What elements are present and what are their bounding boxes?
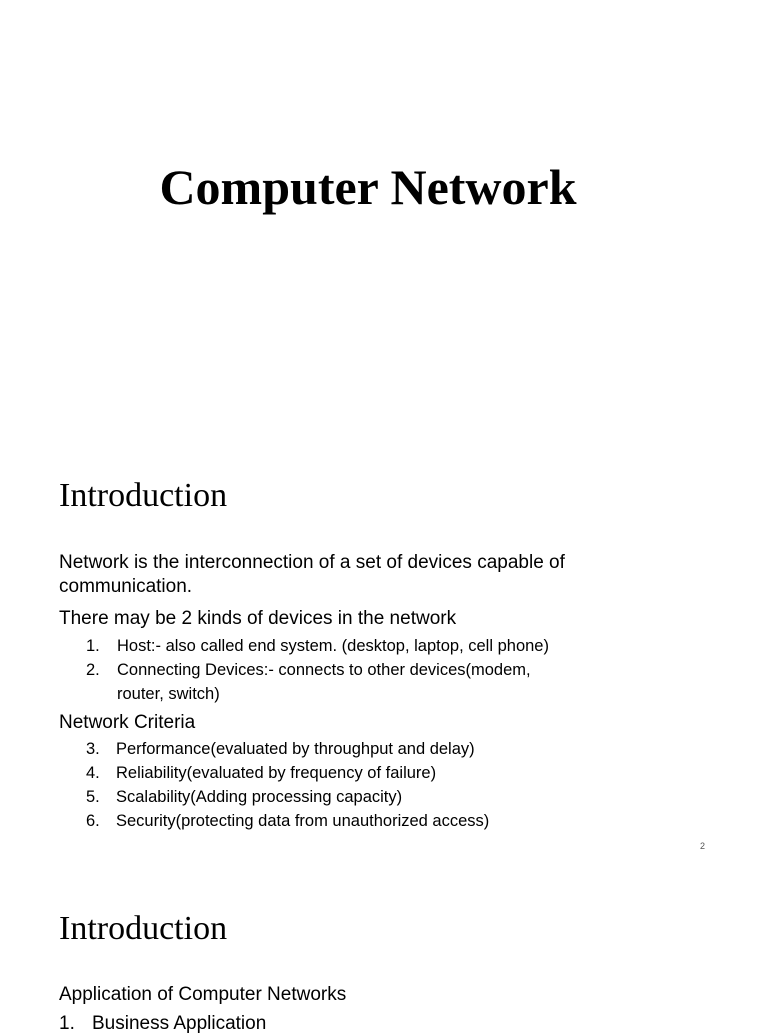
list-item [86,634,606,658]
list-text: Security(protecting data from unauthorized access) [116,812,490,830]
list-number: 4. [86,764,100,782]
list-text: Connecting Devices:- connects to other devices(modem, router, switch) [117,661,531,703]
list-text: Performance(evaluated by throughput and delay) [116,740,475,758]
list-item [86,809,606,833]
list-item [86,737,606,761]
list-text: Reliability(evaluated by frequency of failure) [116,764,437,782]
list-item [59,1012,579,1036]
list-number: 3. [86,740,100,758]
section-heading: Introduction [59,477,228,514]
network-criteria-list [86,737,606,833]
list-number: 1. [59,1013,75,1034]
device-kinds-list [86,634,606,706]
list-number: 1. [86,637,100,655]
page-number: 2 [700,841,706,851]
list-item [86,658,606,706]
slide-title: Computer Network [159,159,577,215]
list-text: Host:- also called end system. (desktop, laptop, cell phone) [117,637,549,655]
applications-subheading: Application of Computer Networks [59,984,347,1005]
list-text: Scalability(Adding processing capacity) [116,788,403,806]
list-item [86,785,606,809]
list-number: 6. [86,812,100,830]
section-heading: Introduction [59,910,228,947]
list-number: 5. [86,788,100,806]
network-definition: Network is the interconnection of a set of devices capable of communication. [59,552,565,597]
list-number: 2. [86,661,100,679]
list-item [86,761,606,785]
device-kinds-intro: There may be 2 kinds of devices in the network [59,608,457,629]
network-criteria-label: Network Criteria [59,712,196,733]
list-text: Business Application [92,1013,267,1034]
applications-list [59,1012,579,1036]
